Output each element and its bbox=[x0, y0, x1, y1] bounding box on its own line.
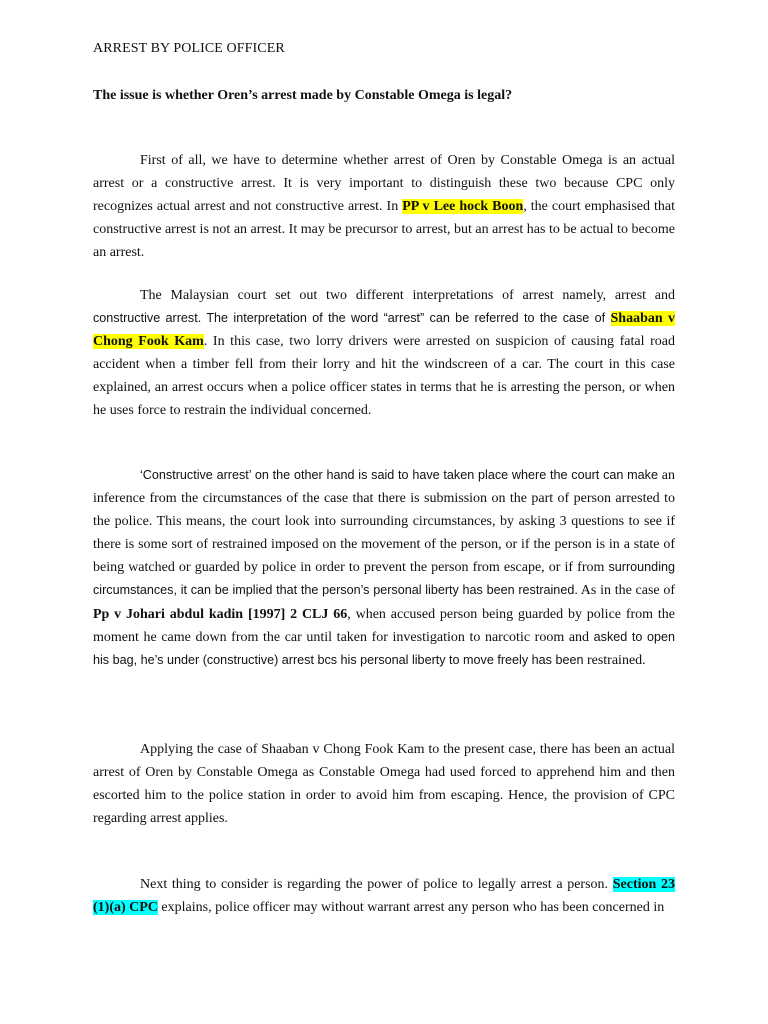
p3-text-sans-b: surrounding circumstances, it can be implied that the person’s personal liberty has been restrained. bbox=[93, 560, 675, 598]
p2-text-b: . In this case, two lorry drivers were arrested on suspicion of causing fatal road accident when a timber fell from their lorry and hit the windscreen of a car. The court in this case explained, an arrest occurs when a police officer states in terms that he is arresting the person, or when he uses force to restrain the individual concerned. bbox=[93, 334, 675, 419]
case-citation-lee-hock-boon: PP v Lee hock Boon bbox=[402, 199, 524, 215]
p3-text-a: an inference from the circumstances of the case that there is submission on the part of person arrested to the police. This means, the court look into surrounding circumstances, by asking 3 questions to see if there is some sort of restrained imposed on the movement of the person, or if the person is in a state of being watched or guarded by police in order to prevent the person from escape, or if from bbox=[93, 468, 675, 576]
case-citation-johari: Pp v Johari abdul kadin [1997] 2 CLJ 66 bbox=[93, 606, 348, 622]
document-header: ARREST BY POLICE OFFICER bbox=[93, 41, 285, 56]
paragraph-application bbox=[93, 738, 675, 830]
p4-text: Applying the case of Shaaban v Chong Fook Kam to the present case, there has been an actual arrest of Oren by Constable Omega as Constable Omega had used forced to apprehend him and then escorted him to the police station in order to avoid him from escaping. Hence, the provision of CPC regarding arrest applies. bbox=[93, 742, 675, 827]
p2-text-a: The Malaysian court set out two different interpretations of arrest namely, arrest and bbox=[140, 288, 675, 303]
p3-text-d: restrained. bbox=[583, 652, 646, 668]
p1-text-b: , the court emphasised that constructive arrest is not an arrest. It may be precursor to arrest, but an arrest has to be actual to become an arrest. bbox=[93, 199, 675, 261]
issue-statement: The issue is whether Oren’s arrest made by Constable Omega is legal? bbox=[93, 88, 513, 103]
paragraph-police-power bbox=[93, 873, 675, 919]
paragraph-actual-vs-constructive bbox=[93, 149, 675, 264]
p3-text-sans-a: ‘Constructive arrest’ on the other hand is said to have taken place where the court can make bbox=[140, 468, 658, 482]
paragraph-constructive-arrest bbox=[93, 464, 675, 672]
p2-text-sans: constructive arrest. The interpretation of the word “arrest” can be referred to the case of bbox=[93, 311, 611, 326]
p5-text-b: explains, police officer may without warrant arrest any person who has been concerned in bbox=[157, 900, 665, 916]
p1-text-a: First of all, we have to determine whether arrest of Oren by Constable Omega is an actual arrest or a constructive arrest. It is very important to distinguish these two because CPC only recognizes actual arrest and not constructive arrest. In bbox=[93, 153, 675, 215]
section-citation-23: Section 23 (1)(a) CPC bbox=[93, 877, 675, 916]
p3-text-b: As in the case of bbox=[577, 583, 675, 599]
p3-text-c: , when accused person being guarded by police from the moment he came down from the car until taken for investigation to narcotic room and bbox=[93, 606, 676, 645]
p3-text-sans-c: asked to open his bag, he’s under (constructive) arrest bcs his personal liberty to move freely has been bbox=[93, 629, 675, 667]
p5-text-a: Next thing to consider is regarding the power of police to legally arrest a person. bbox=[140, 877, 613, 892]
paragraph-interpretations bbox=[93, 284, 675, 423]
case-citation-shaaban: Shaaban v Chong Fook Kam bbox=[93, 311, 675, 350]
